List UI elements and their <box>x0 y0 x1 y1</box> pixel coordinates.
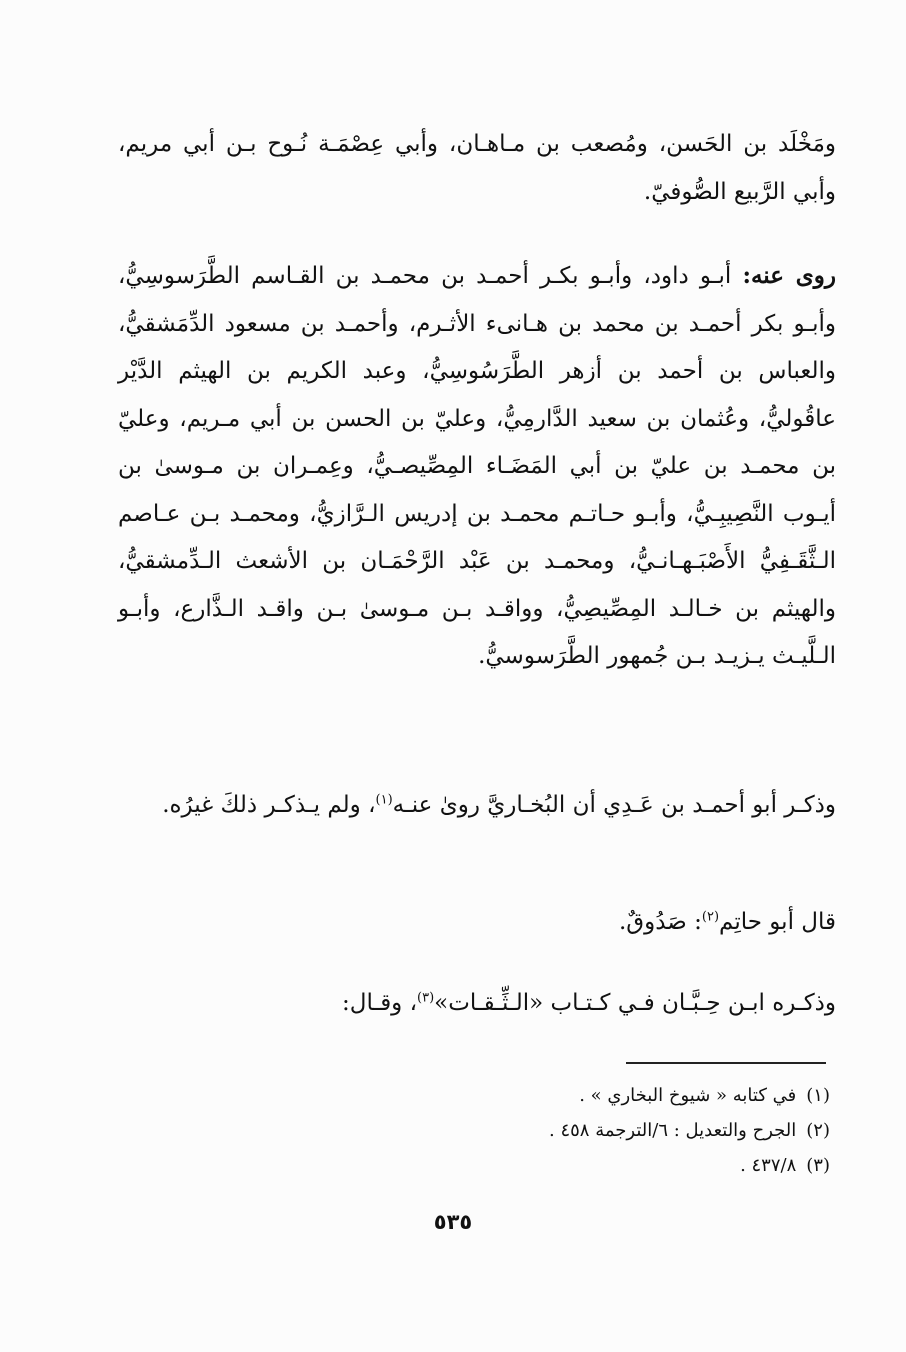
paragraph-text: ومَخْلَد بن الحَسن، ومُصعب بن مـاهـان، وأبي عِصْمَـة نُـوح بـن أبي مريم، وأبي الرَّبيع الصُّوفيّ. <box>118 131 836 205</box>
paragraph-ibn-adi-note <box>118 782 836 830</box>
footnote-item <box>300 1078 830 1113</box>
footnote-ref-1: (١) <box>375 792 393 808</box>
paragraph-text-after: ، ولم يـذكـر ذلكَ غيرُه. <box>162 792 376 818</box>
paragraph-text-before: قال أبو حاتِم <box>719 909 836 935</box>
footnote-number: (٣) <box>806 1155 830 1176</box>
paragraph-abu-hatim-grading <box>118 899 836 947</box>
footnote-item <box>300 1113 830 1148</box>
paragraph-text-before: وذكـره ابـن حِـبَّـان فـي كـتـاب «الـثِّـقـات» <box>434 990 836 1016</box>
paragraph-text-before: وذكـر أبو أحمـد بن عَـدِي أن البُخـاريَّ روىٰ عنـه <box>392 792 836 818</box>
footnote-item <box>300 1148 830 1183</box>
footnote-ref-2: (٢) <box>701 909 720 925</box>
paragraph-ibn-hibban-note <box>118 980 836 1028</box>
paragraph-teachers-continued <box>118 121 836 216</box>
paragraph-text-after: ، وقـال: <box>341 990 418 1016</box>
paragraph-text-after: : صَدُوقٌ. <box>618 909 702 935</box>
footnotes <box>300 1078 830 1183</box>
footnote-divider <box>626 1062 826 1064</box>
footnote-text: ٤٣٧/٨ . <box>740 1155 797 1176</box>
page-number: ٥٣٥ <box>433 1210 473 1234</box>
footnote-number: (١) <box>806 1085 830 1106</box>
footnote-number: (٢) <box>806 1120 830 1141</box>
paragraph-narrators-from-him <box>118 252 836 681</box>
footnote-text: الجرح والتعديل : ٦/الترجمة ٤٥٨ . <box>549 1120 797 1141</box>
section-label: روى عنه: <box>742 262 837 289</box>
paragraph-text: أبـو داود، وأبـو بكـر أحمـد بن محمـد بن القـاسم الطَّرَسوسِيُّ، وأبـو بكر أحمـد بن محمد بن هـانىء الأثـرم، وأحمـد بن مسعود الدِّمَشقيُّ، والعباس بن أحمد بن أزهر الطَّرَسُوسِيُّ، وعبد الكريم بن الهيثم الدَّيْر عاقُوليُّ، وعُثمان بن سعيد الدَّارمِيُّ، وعليّ بن الحسن بن أبي مـريم، وعليّ بن محمـد بن عليّ بن أبي المَضَـاء المِصِّيصـيُّ، وعِمـران بن مـوسىٰ بن أيـوب النَّصِيبِـيُّ، وأبـو حـاتـم محمـد بن إدريس الـرَّازيُّ، ومحمـد بـن عـاصم الـثَّقَـفِيُّ الأَصْبَـهـانـيُّ، ومحمـد بن عَبْد الرَّحْمَـان بن الأشعث الـدِّمشقيُّ، والهيثم بن خـالـد المِصِّيصِيُّ، وواقـد بـن مـوسىٰ بـن واقـد الـذَّارع، وأبـو الـلَّيـث يـزيـد بـن جُمهور الطَّرَسوسيُّ. <box>118 263 836 669</box>
footnote-text: في كتابه « شيوخ البخاري » . <box>579 1085 797 1106</box>
footnote-ref-3: (٣) <box>417 990 435 1006</box>
